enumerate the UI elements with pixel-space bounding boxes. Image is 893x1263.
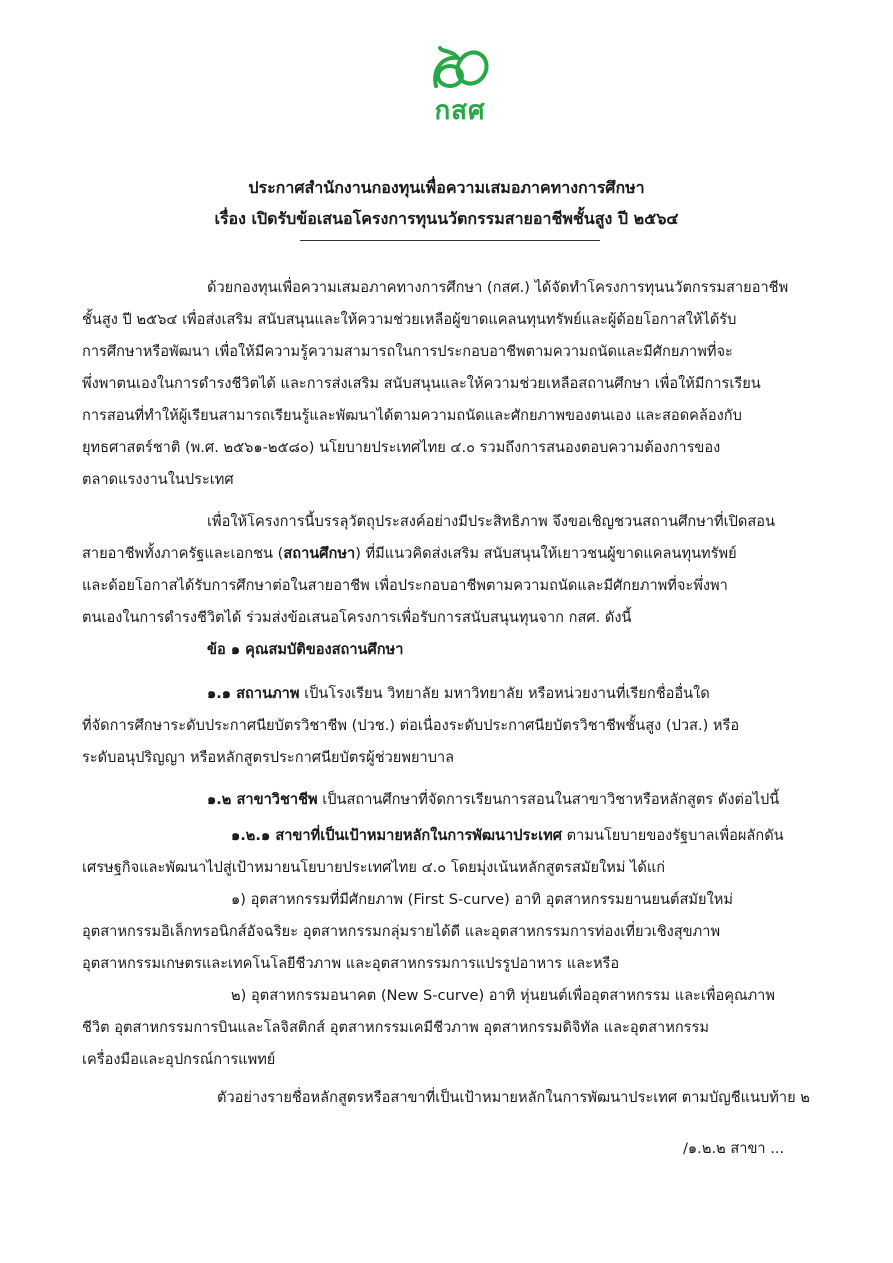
para2-text: สายอาชีพทั้งภาครัฐและเอกชน ( bbox=[82, 545, 284, 562]
s121-item2-line: ชีวิต อุตสาหกรรมการบินและโลจิสติกส์ อุตสาหกรรมเคมีชีวภาพ อุตสาหกรรมดิจิทัล และอุตสาหกรรม bbox=[82, 1019, 709, 1036]
section-1-heading: ข้อ ๑ คุณสมบัติของสถานศึกษา bbox=[207, 641, 404, 658]
s11-line: ที่จัดการศึกษาระดับประกาศนียบัตรวิชาชีพ (ปวช.) ต่อเนื่องระดับประกาศนียบัตรวิชาชีพชั้นสูง (ปวส.) หรือ bbox=[82, 717, 740, 734]
s12-label: ๑.๒ สาขาวิชาชีพ bbox=[207, 791, 318, 808]
s121-line: เศรษฐกิจและพัฒนาไปสู่เป้าหมายนโยบายประเทศไทย ๔.๐ โดยมุ่งเน้นหลักสูตรสมัยใหม่ ได้แก่ bbox=[82, 859, 666, 876]
continuation-marker: /๑.๒.๒ สาขา ... bbox=[683, 1140, 785, 1157]
s11-label: ๑.๑ สถานภาพ bbox=[207, 685, 300, 702]
s121-item1-line: อุตสาหกรรมอิเล็กทรอนิกส์อัจฉริยะ อุตสาหกรรมกลุ่มรายได้ดี และอุตสาหกรรมการท่องเที่ยวเชิงสุขภาพ bbox=[82, 923, 721, 940]
s11-line: ระดับอนุปริญญา หรือหลักสูตรประกาศนียบัตรผู้ช่วยพยาบาล bbox=[82, 749, 455, 766]
s121-item2-line: ๒) อุตสาหกรรมอนาคต (New S-curve) อาทิ หุ่นยนต์เพื่ออุตสาหกรรม และเพื่อคุณภาพ bbox=[231, 987, 776, 1004]
s121-label: ๑.๒.๑ สาขาที่เป็นเป้าหมายหลักในการพัฒนาประเทศ bbox=[231, 827, 563, 844]
s12-line bbox=[207, 790, 779, 810]
para1-line: พึ่งพาตนเองในการดำรงชีวิตได้ และการส่งเสริม สนับสนุนและให้ความช่วยเหลือสถานศึกษา เพื่อให้มีการเรียน bbox=[82, 375, 761, 392]
s121-item1-line: ๑) อุตสาหกรรมที่มีศักยภาพ (First S-curve) อาทิ อุตสาหกรรมยานยนต์สมัยใหม่ bbox=[231, 891, 733, 908]
para2-line: เพื่อให้โครงการนี้บรรลุวัตถุประสงค์อย่างมีประสิทธิภาพ จึงขอเชิญชวนสถานศึกษาที่เปิดสอน bbox=[207, 513, 776, 530]
para2-emphasis: สถานศึกษา bbox=[283, 545, 356, 562]
s12-text: เป็นสถานศึกษาที่จัดการเรียนการสอนในสาขาวิชาหรือหลักสูตร ดังต่อไปนี้ bbox=[317, 791, 780, 808]
para1-line: การสอนที่ทำให้ผู้เรียนสามารถเรียนรู้และพัฒนาได้ตามความถนัดและศักยภาพของตนเอง และสอดคล้องกับ bbox=[82, 407, 742, 424]
s121-item1-line: อุตสาหกรรมเกษตรและเทคโนโลยีชีวภาพ และอุตสาหกรรมการแปรรูปอาหาร และหรือ bbox=[82, 955, 620, 972]
s121-text: ตามนโยบายของรัฐบาลเพื่อผลักดัน bbox=[562, 827, 784, 844]
logo-text: กสศ bbox=[434, 96, 486, 126]
para2-line: และด้อยโอกาสได้รับการศึกษาต่อในสายอาชีพ เพื่อประกอบอาชีพตามความถนัดและมีศักยภาพที่จะพึ่งพา bbox=[82, 577, 728, 594]
s121-line bbox=[231, 826, 784, 846]
title-divider bbox=[300, 240, 600, 241]
para1-line: ชั้นสูง ปี ๒๕๖๔ เพื่อส่งเสริม สนับสนุนและให้ความช่วยเหลือผู้ขาดแคลนทุนทรัพย์และผู้ด้อยโอกาสให้ได้รับ bbox=[82, 311, 737, 328]
s121-example: ตัวอย่างรายชื่อหลักสูตรหรือสาขาที่เป็นเป้าหมายหลักในการพัฒนาประเทศ ตามบัญชีแนบท้าย ๒ bbox=[217, 1089, 810, 1106]
para2-line bbox=[82, 544, 737, 564]
leaf-icon bbox=[428, 46, 492, 92]
s11-line bbox=[207, 684, 710, 704]
announcement-subject: เรื่อง เปิดรับข้อเสนอโครงการทุนนวัตกรรมสายอาชีพชั้นสูง ปี ๒๕๖๔ bbox=[214, 209, 679, 228]
kss-logo bbox=[420, 46, 500, 136]
s11-text: เป็นโรงเรียน วิทยาลัย มหาวิทยาลัย หรือหน่วยงานที่เรียกชื่ออื่นใด bbox=[299, 685, 710, 702]
para2-line: ตนเองในการดำรงชีวิตได้ ร่วมส่งข้อเสนอโครงการเพื่อรับการสนับสนุนทุนจาก กสศ. ดังนี้ bbox=[82, 609, 632, 626]
para1-line: ตลาดแรงงานในประเทศ bbox=[82, 471, 234, 488]
s121-item2-line: เครื่องมือและอุปกรณ์การแพทย์ bbox=[82, 1051, 276, 1068]
para1-line: ด้วยกองทุนเพื่อความเสมอภาคทางการศึกษา (กสศ.) ได้จัดทำโครงการทุนนวัตกรรมสายอาชีพ bbox=[207, 279, 789, 296]
para1-line: ยุทธศาสตร์ชาติ (พ.ศ. ๒๕๖๑-๒๕๘๐) นโยบายประเทศไทย ๔.๐ รวมถึงการสนองตอบความต้องการของ bbox=[82, 439, 721, 456]
para2-text: ) ที่มีแนวคิดส่งเสริม สนับสนุนให้เยาวชนผู้ขาดแคลนทุนทรัพย์ bbox=[355, 545, 737, 562]
para1-line: การศึกษาหรือพัฒนา เพื่อให้มีความรู้ความสามารถในการประกอบอาชีพตามความถนัดและมีศักยภาพที่จะ bbox=[82, 343, 733, 360]
announcement-title: ประกาศสำนักงานกองทุนเพื่อความเสมอภาคทางการศึกษา bbox=[248, 178, 645, 197]
